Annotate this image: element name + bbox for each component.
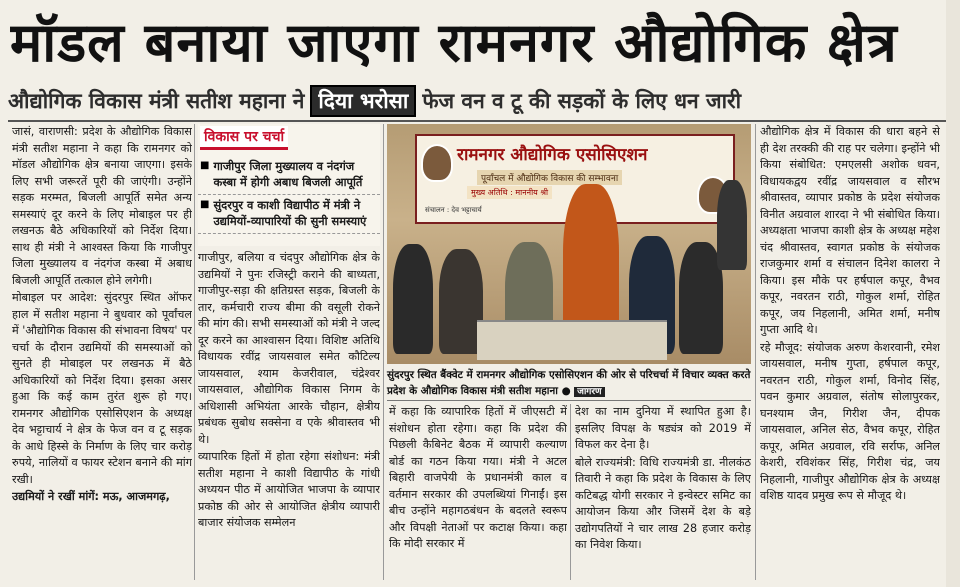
column-rule (194, 124, 195, 580)
subheadline-before: औद्योगिक विकास मंत्री सतीश महाना ने (8, 89, 305, 113)
caption-bullet-icon: ● (561, 385, 571, 397)
sidebar-item-text: सुंदरपुर व काशी विद्यापीठ में मंत्री ने उद्यमियों-व्यापारियों की सुनी समस्याएं (213, 198, 367, 228)
square-bullet-icon: ■ (200, 160, 210, 171)
news-photo (387, 124, 751, 364)
photo-caption (387, 367, 751, 401)
sidebar-item (198, 156, 380, 195)
subheadline-after: फेज वन व टू की सड़कों के लिए धन जारी (422, 89, 742, 113)
person-figure (717, 180, 747, 270)
subheadline (8, 84, 928, 118)
column-5 (760, 124, 940, 580)
column-rule (755, 124, 756, 580)
column-rule (383, 124, 384, 580)
banner-chief-guest: मुख्य अतिथि : माननीय श्री (467, 186, 552, 199)
column-1 (12, 124, 192, 580)
banner-footer: संचालन : देव भट्टाचार्य (425, 206, 482, 214)
sidebar-item (198, 195, 380, 234)
banner-subtitle: पूर्वांचल में औद्योगिक विकास की सम्भावना (477, 170, 622, 185)
col5-para-2: रहे मौजूद: संयोजक अरुण केशरवानी, रमेश जायसवाल, मनीष गुप्ता, हर्षपाल कपूर, नवरतन राठी, गोकुल शर्मा, विनोद सिंह, पवन कुमार अग्रवाल, संतोष सोलापुरकर, घनश्याम जैन, गिरीश जैन, दीपक जायसवाल, अनिल सेठ, वैभव कपूर, रोहित कपूर, अमित अग्रवाल, रवि सर्राफ, अनिल केशरी, रविशंकर सिंह, गिरीश चंद्र, जय निहलानी, गाजीपुर औद्योगिक क्षेत्र के अध्यक्ष वशिष्ठ यादव प्रमुख रूप से मौजूद थे। (760, 340, 940, 502)
col1-para-2: मोबाइल पर आदेश: सुंदरपुर स्थित ऑफर हाल में सतीश महाना ने बुधवार को पूर्वांचल में 'औद्योगिक विकास की संभावना विषय' पर चर्चा के दौरान उद्यमियों की समस्याओं को सुनते ही मोबाइल पर लखनऊ में बैठे अधिकारियों को निर्देश दिया। इसका असर हुआ कि कई काम तुरंत शुरू हो गए। रामनगर औद्योगिक एसोसिएशन के अध्यक्ष देव भट्टाचार्य ने क्षेत्र के फेज वन व टू सड़क के आधे हिस्से के निर्माण के लिए चार करोड़ रुपये, नालियों व फायर स्टेशन बनाने की मांग रखी। (12, 291, 192, 486)
sidebar-item-text: गाजीपुर जिला मुख्यालय व नंदगंज कस्बा में होगी अबाध बिजली आपूर्ति (213, 159, 363, 189)
caption-source: जागरण (574, 387, 604, 397)
subheadline-highlight: दिया भरोसा (310, 85, 416, 117)
sidebar-box (198, 124, 380, 246)
column-3 (389, 404, 567, 580)
person-figure (393, 244, 433, 354)
col1-para-1: जासं, वाराणसी: प्रदेश के औद्योगिक विकास मंत्री सतीश महाना ने कहा कि रामनगर को मॉडल औद्योगिक क्षेत्र बनाया जाएगा। इसके लिए सभी जरूरतें पूरी की जाएंगी। उन्होंने सड़क मरम्मत, बिजली आपूर्ति समेत अन्य समस्याएं दूर करने के लिए मोबाइल पर ही लखनऊ बैठे अधिकारियों को निर्देश दिया। साथ ही मंत्री ने आश्वस्त किया कि गाजीपुर जिला मुख्यालय व नंदगंज कस्बा में अबाध बिजली आपूर्ति तत्काल होने लगेगी। (12, 125, 192, 287)
portrait-icon (421, 144, 453, 182)
divider (8, 120, 948, 122)
square-bullet-icon: ■ (200, 199, 210, 210)
col3-para-1: में कहा कि व्यापारिक हितों में जीएसटी में संशोधन होता रहेगा। कहा कि प्रदेश की पिछली कैबिनेट बैठक में व्यापारी कल्याण बोर्ड का गठन किया गया। मंत्री ने अटल बिहारी वाजपेयी के प्रधानमंत्री काल व वर्तमान सरकार की उपलब्धियां गिनाईं। इस बीच उन्होंने महागठबंधन के बदलते स्वरूप और विपक्षी नेताओं पर कटाक्ष किया। कहा कि मोदी सरकार में (389, 405, 567, 550)
headline: मॉडल बनाया जाएगा रामनगर औद्योगिक क्षेत्र (10, 11, 898, 74)
col1-para-3: उद्यमियों ने रखीं मांगें: मऊ, आजमगढ़, (12, 490, 170, 503)
column-rule (570, 404, 571, 580)
col2-para-1: गाजीपुर, बलिया व चंदपुर औद्योगिक क्षेत्र के उद्यमियों ने पुनः रजिस्ट्री कराने की बाध्यता, गाजीपुर-सड़ा की क्षतिग्रस्त सड़क, बिजली के तार, कर्मचारी राज्य बीमा की वसूली रोकने की मांग की। सभी समस्याओं को मंत्री ने जल्द दूर करने का आश्वासन दिया। विशिष्ट अतिथि विधायक रवींद्र जायसवाल समेत कौटिल्य जायसवाल, श्याम केजरीवाल, चंद्रेश्वर जायसवाल, औद्योगिक विकास निगम के अधिशासी अभियंता आरके चौहान, क्षेत्रीय प्रबंधक सुबोध सक्सेना व एके श्रीवास्तव भी थे। (198, 251, 380, 446)
col4-para-2: बोले राज्यमंत्री: विधि राज्यमंत्री डा. नीलकंठ तिवारी ने कहा कि प्रदेश के विकास के लिए कटिबद्ध योगी सरकार ने इन्वेस्टर समिट का आयोजन किया और जिसमें देश के बड़े उद्योगपतियों ने चार लाख 28 हजार करोड़ का निवेश किया। (575, 455, 751, 551)
banner-title: रामनगर औद्योगिक एसोसिएशन (457, 145, 648, 165)
adjacent-page-edge (946, 0, 960, 587)
col5-para-1: औद्योगिक क्षेत्र में विकास की धारा बहने से ही देश तरक्की की राह पर चलेगा। इन्होंने भी किया संबोधित: एमएलसी अशोक धवन, विधायकद्वय रवींद्र जायसवाल व सौरभ श्रीवास्तव, व्यापार प्रकोष्ठ के प्रदेश संयोजक विनीत अग्रवाल शारदा ने भी संबोधित किया। अध्यक्षता भाजपा काशी क्षेत्र के अध्यक्ष महेश चंद श्रीवास्तव, स्वागत प्रकोष्ठ के संयोजक राजकुमार शर्मा व संचालन दिनेश कालरा ने किया। इस मौके पर हर्षपाल कपूर, वैभव कपूर, नवरतन राठी, गोकुल शर्मा, रोहित कपूर, जय निहलानी, अमित शर्मा, मनीष गुप्ता आदि थे। (760, 125, 940, 336)
column-4 (575, 404, 751, 580)
column-2 (198, 250, 380, 580)
sidebar-title: विकास पर चर्चा (200, 126, 288, 150)
col4-para-1: देश का नाम दुनिया में स्थापित हुआ है। इसलिए विपक्ष के षड्यंत्र को 2019 में विफल कर देना है। (575, 405, 751, 451)
col2-para-2: व्यापारिक हितों में होता रहेगा संशोधन: मंत्री सतीश महाना ने काशी विद्यापीठ के गांधी अध्ययन पीठ में आयोजित भाजपा के व्यापार प्रकोष्ठ की ओर से आयोजित क्षेत्रीय व्यापारी बाजार संयोजक सम्मेलन (198, 450, 380, 529)
caption-text: सुंदरपुर स्थित बैंक्वेट में रामनगर औद्योगिक एसोसिएशन की ओर से परिचर्चा में विचार व्यक्त करते प्रदेश के औद्योगिक विकास मंत्री सतीश महाना (387, 369, 751, 397)
table-surface (477, 320, 667, 360)
